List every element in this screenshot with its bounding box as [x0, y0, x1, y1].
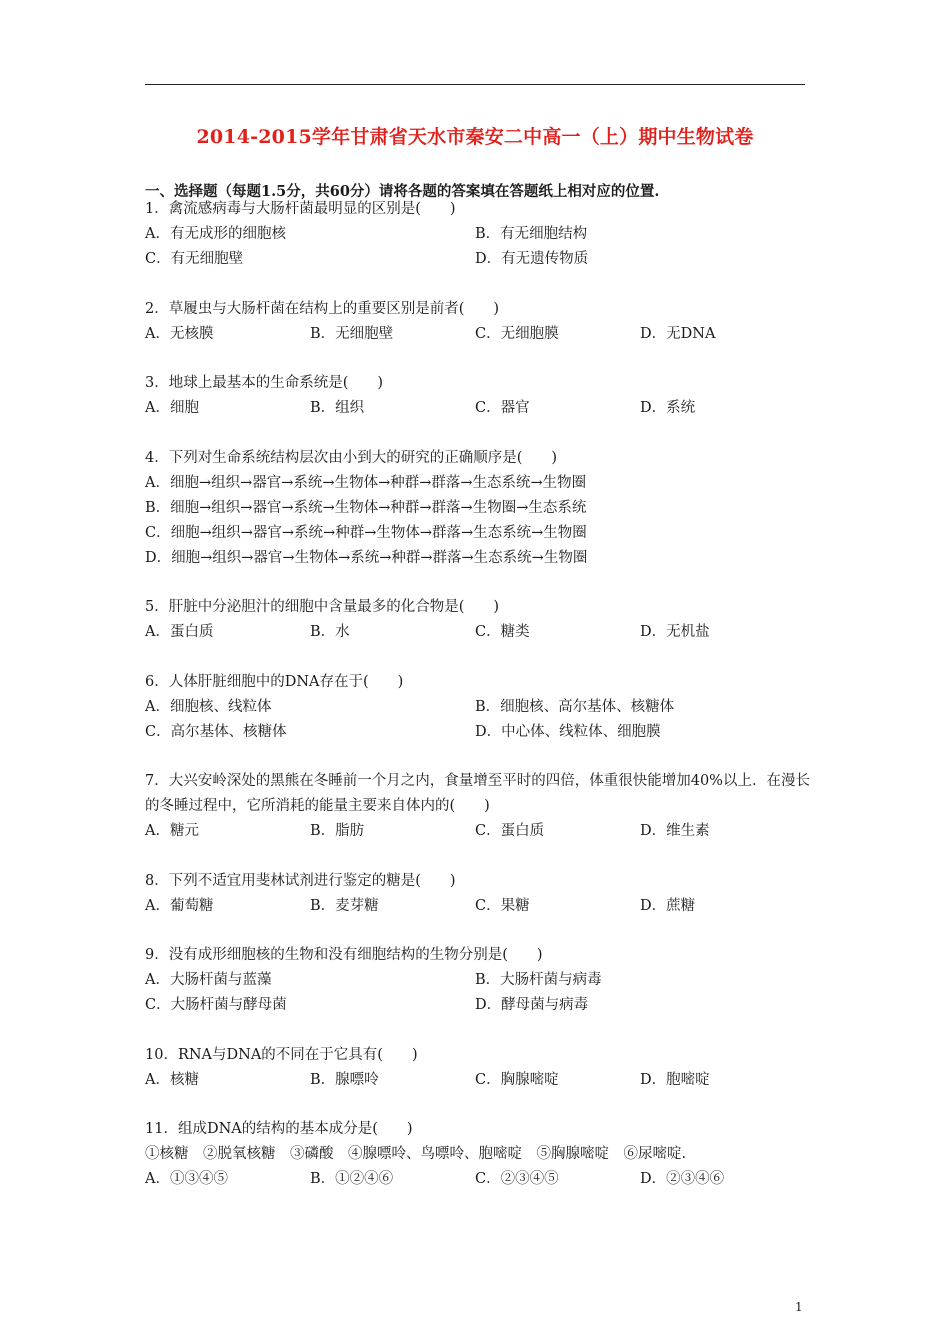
- question-11: [145, 1117, 810, 1192]
- option-a: A．糖元: [145, 823, 199, 839]
- question-6: [145, 670, 810, 745]
- option-b: B．大肠杆菌与病毒: [475, 972, 602, 988]
- option-d: D．无机盐: [640, 624, 710, 640]
- header-rule: [145, 84, 805, 85]
- option-a: A．蛋白质: [145, 624, 214, 640]
- option-list: [145, 222, 810, 272]
- option-a: A．有无成形的细胞核: [145, 226, 286, 242]
- option-a: A．无核膜: [145, 325, 214, 342]
- question-4: [145, 446, 810, 571]
- option-list: [145, 695, 810, 745]
- option-list: [145, 620, 810, 645]
- question-8: [145, 869, 810, 919]
- option-a: A．细胞→组织→器官→系统→生物体→种群→群落→生态系统→生物圈: [145, 474, 587, 491]
- option-b: B．组织: [310, 400, 365, 416]
- question-stem: 7．大兴安岭深处的黑熊在冬睡前一个月之内，食量增至平时的四倍，体重很快能增加40%以上．在漫长的冬睡过程中，它所消耗的能量主要来自体内的( ): [145, 773, 810, 814]
- option-c: C．大肠杆菌与酵母菌: [145, 997, 287, 1013]
- option-list: [145, 322, 810, 347]
- option-list: [145, 471, 810, 571]
- option-b: B．细胞核、高尔基体、核糖体: [475, 698, 675, 715]
- question-7: [145, 769, 810, 844]
- option-d: D．中心体、线粒体、细胞膜: [475, 723, 661, 740]
- option-d: D．细胞→组织→器官→生物体→系统→种群→群落→生态系统→生物圈: [145, 549, 588, 566]
- option-d: D．酵母菌与病毒: [475, 997, 589, 1013]
- option-d: D．胞嘧啶: [640, 1071, 710, 1088]
- option-a: A．葡萄糖: [145, 897, 214, 914]
- question-stem: 11．组成DNA的结构的基本成分是( ): [145, 1121, 413, 1137]
- option-b: B．①②④⑥: [310, 1171, 394, 1187]
- question-stem: 9．没有成形细胞核的生物和没有细胞结构的生物分别是( ): [145, 947, 543, 963]
- option-b: B．水: [310, 624, 350, 640]
- question-components: ①核糖 ②脱氧核糖 ③磷酸 ④腺嘌呤、鸟嘌呤、胞嘧啶 ⑤胸腺嘧啶 ⑥尿嘧啶.: [145, 1146, 687, 1162]
- option-d: D．维生素: [640, 823, 710, 839]
- option-b: B．无细胞壁: [310, 325, 394, 342]
- page-title: 2014-2015学年甘肃省天水市秦安二中高一（上）期中生物试卷: [196, 126, 754, 148]
- option-a: A．核糖: [145, 1071, 199, 1088]
- option-b: B．有无细胞结构: [475, 226, 588, 242]
- question-9: [145, 943, 810, 1018]
- option-c: C．果糖: [475, 897, 530, 914]
- option-list: [145, 1167, 810, 1192]
- page-number: 1: [795, 1300, 803, 1314]
- option-c: C．蛋白质: [475, 823, 545, 839]
- option-a: A．细胞: [145, 400, 199, 416]
- option-list: [145, 968, 810, 1018]
- option-d: D．有无遗传物质: [475, 251, 589, 267]
- option-b: B．腺嘌呤: [310, 1071, 379, 1088]
- option-c: C．有无细胞壁: [145, 251, 244, 267]
- question-2: [145, 297, 810, 347]
- question-stem: 1．禽流感病毒与大肠杆菌最明显的区别是( ): [145, 201, 456, 217]
- section-heading: 一、选择题（每题1.5分，共60分）请将各题的答案填在答题纸上相对应的位置.: [145, 183, 660, 200]
- option-d: D．②③④⑥: [640, 1171, 725, 1187]
- question-5: [145, 595, 810, 645]
- option-c: C．细胞→组织→器官→系统→种群→生物体→群落→生态系统→生物圈: [145, 524, 587, 541]
- option-a: A．大肠杆菌与蓝藻: [145, 972, 272, 988]
- option-d: D．系统: [640, 400, 696, 416]
- option-d: D．蔗糖: [640, 897, 696, 914]
- option-list: [145, 396, 810, 421]
- question-stem: 10．RNA与DNA的不同在于它具有( ): [145, 1046, 418, 1063]
- question-stem: 8．下列不适宜用斐林试剂进行鉴定的糖是( ): [145, 872, 456, 889]
- question-stem: 5．肝脏中分泌胆汁的细胞中含量最多的化合物是( ): [145, 599, 500, 615]
- question-stem: 4．下列对生命系统结构层次由小到大的研究的正确顺序是( ): [145, 449, 558, 466]
- option-a: A．①③④⑤: [145, 1171, 228, 1187]
- option-list: [145, 1068, 810, 1093]
- option-b: B．细胞→组织→器官→系统→生物体→种群→群落→生物圈→生态系统: [145, 499, 587, 516]
- option-list: [145, 894, 810, 919]
- question-stem: 2．草履虫与大肠杆菌在结构上的重要区别是前者( ): [145, 300, 500, 317]
- option-d: D．无DNA: [640, 325, 716, 342]
- option-c: C．高尔基体、核糖体: [145, 723, 287, 740]
- question-stem: 6．人体肝脏细胞中的DNA存在于( ): [145, 673, 404, 690]
- option-c: C．糖类: [475, 624, 530, 640]
- option-list: [145, 819, 810, 844]
- option-a: A．细胞核、线粒体: [145, 698, 272, 715]
- option-c: C．无细胞膜: [475, 325, 559, 342]
- question-list: [145, 197, 810, 1217]
- question-10: [145, 1043, 810, 1093]
- question-stem: 3．地球上最基本的生命系统是( ): [145, 375, 384, 391]
- option-c: C．②③④⑤: [475, 1171, 559, 1187]
- option-c: C．器官: [475, 400, 530, 416]
- question-3: [145, 371, 810, 421]
- option-b: B．麦芽糖: [310, 897, 379, 914]
- question-1: [145, 197, 810, 272]
- option-c: C．胸腺嘧啶: [475, 1071, 559, 1088]
- option-b: B．脂肪: [310, 823, 365, 839]
